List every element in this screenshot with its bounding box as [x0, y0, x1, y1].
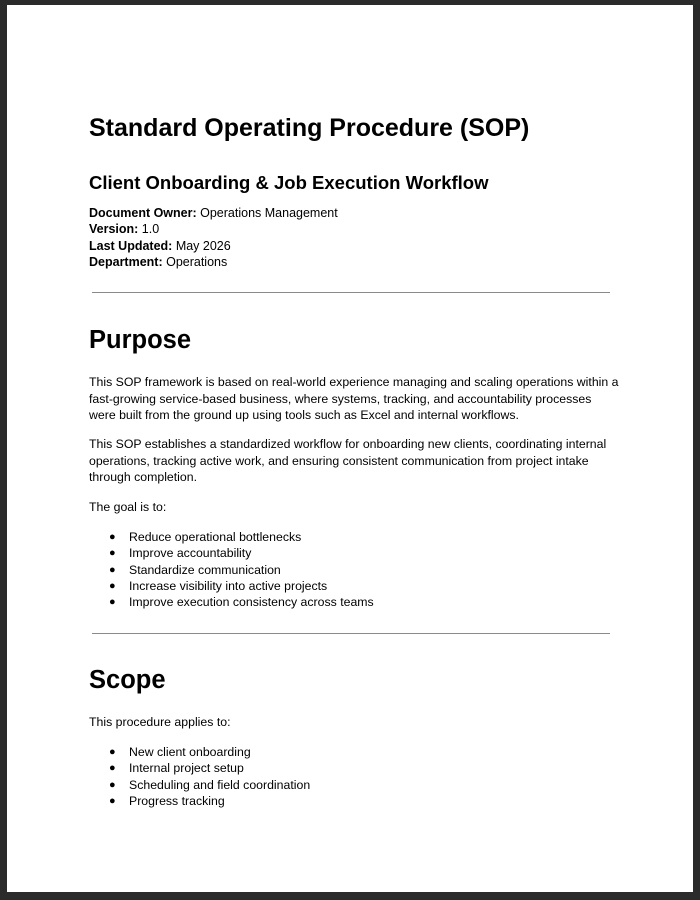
bullet-icon: ●: [109, 794, 116, 807]
list-item: ● Internal project setup: [109, 761, 244, 776]
meta-version-label: Version:: [89, 222, 139, 237]
bullet-icon: ●: [109, 531, 116, 543]
scope-intro: This procedure applies to:: [89, 715, 231, 729]
document-meta: [89, 205, 338, 270]
list-item: ● Improve accountability: [109, 546, 252, 561]
horizontal-divider: [92, 292, 610, 293]
bullet-icon: ●: [109, 762, 116, 775]
meta-owner: [89, 205, 338, 221]
purpose-paragraph-1: This SOP framework is based on real-world experience managing and scaling operations within a fast-growing service-based business, where systems, tracking, and accountability processes were built from the ground up using tools such as Excel and internal workflows.: [89, 375, 619, 422]
list-item: ● Increase visibility into active projects: [109, 578, 328, 593]
meta-department-value: Operations: [162, 254, 228, 269]
purpose-heading: Purpose: [89, 326, 192, 354]
list-item: ● Scheduling and field coordination: [109, 777, 311, 792]
meta-version: [89, 221, 338, 237]
horizontal-divider: [92, 633, 610, 634]
list-item: ● New client onboarding: [109, 745, 251, 759]
meta-last-updated: [89, 238, 338, 254]
meta-last-updated-value: May 2026: [172, 238, 231, 253]
list-item: ● Progress tracking: [109, 793, 225, 808]
document-page: [7, 5, 693, 892]
bullet-icon: ●: [109, 746, 116, 758]
bullet-icon: ●: [109, 596, 116, 609]
bullet-icon: ●: [109, 547, 116, 560]
list-item: ● Reduce operational bottlenecks: [109, 530, 302, 544]
bullet-icon: ●: [109, 778, 116, 791]
list-item: ● Improve execution consistency across teams: [109, 595, 374, 610]
meta-department-label: Department:: [89, 254, 163, 269]
purpose-paragraph-2: This SOP establishes a standardized workflow for onboarding new clients, coordinating internal operations, tracking active work, and ensuring consistent communication from project intake through completion.: [89, 437, 607, 484]
purpose-goals-list: [89, 529, 374, 610]
bullet-icon: ●: [109, 579, 116, 592]
bullet-icon: ●: [109, 563, 116, 576]
scope-heading: Scope: [89, 666, 166, 694]
document-title: Standard Operating Procedure (SOP): [89, 114, 530, 142]
list-item: ● Standardize communication: [109, 562, 281, 577]
purpose-goal-intro: The goal is to:: [89, 500, 167, 514]
scope-items-list: [89, 744, 310, 809]
meta-owner-value: Operations Management: [196, 206, 338, 220]
document-subtitle: Client Onboarding & Job Execution Workflow: [89, 172, 489, 193]
meta-last-updated-label: Last Updated:: [89, 238, 173, 253]
meta-owner-label: Document Owner:: [89, 206, 197, 220]
meta-version-value: 1.0: [138, 222, 160, 237]
meta-department: [89, 254, 338, 270]
